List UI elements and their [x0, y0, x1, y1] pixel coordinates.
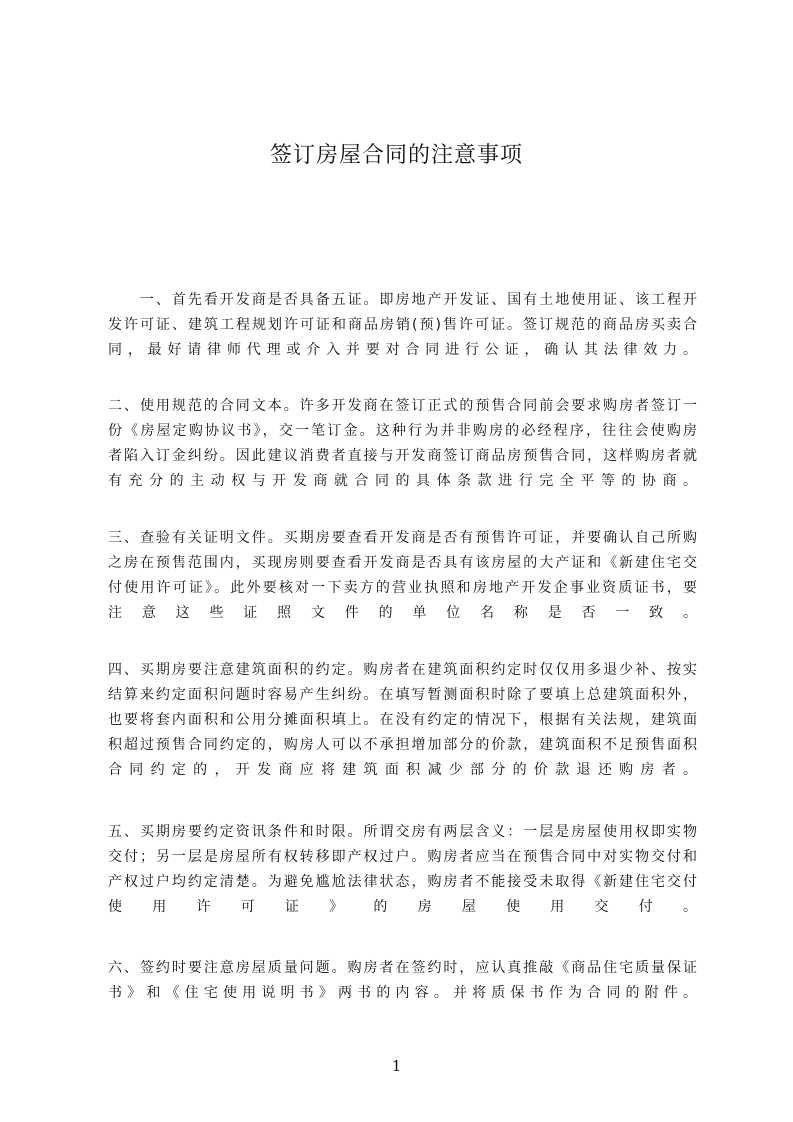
page-number: 1 — [391, 1057, 402, 1075]
paragraph-6 — [108, 956, 697, 1006]
paragraph-line: 一、首先看开发商是否具备五证。即房地产开发证、国有土地使用证、该工程开 — [108, 292, 697, 308]
paragraph-line: 五、买期房要约定资讯条件和时限。所谓交房有两层含义：一层是房屋使用权即实物 — [108, 824, 697, 840]
paragraph-line: 注意这些证照文件的单位名称是否一致。 — [108, 605, 697, 621]
paragraph-line: 合同约定的，开发商应将建筑面积减少部分的价款退还购房者。 — [108, 762, 697, 778]
paragraph-1 — [108, 288, 697, 363]
paragraph-4 — [108, 658, 697, 783]
paragraph-line: 三、查验有关证明文件。买期房要查看开发商是否有预售许可证，并要确认自己所购 — [108, 530, 697, 546]
paragraph-line: 同，最好请律师代理或介入并要对合同进行公证，确认其法律效力。 — [108, 342, 697, 358]
paragraph-line: 有充分的主动权与开发商就合同的具体条款进行完全平等的协商。 — [108, 473, 697, 489]
paragraph-2 — [108, 394, 697, 494]
paragraph-3 — [108, 526, 697, 626]
paragraph-line: 四、买期房要注意建筑面积的约定。购房者在建筑面积约定时仅仅用多退少补、按实 — [108, 662, 697, 678]
paragraph-line: 使用许可证》的房屋使用交付。 — [108, 899, 697, 915]
paragraph-5 — [108, 820, 697, 920]
paragraph-line: 付使用许可证》。此外要核对一下卖方的营业执照和房地产开发企事业资质证书，要 — [108, 580, 697, 596]
paragraph-line: 二、使用规范的合同文本。许多开发商在签订正式的预售合同前会要求购房者签订一 — [108, 398, 697, 414]
paragraph-line: 积超过预售合同约定的，购房人可以不承担增加部分的价款，建筑面积不足预售面积 — [108, 737, 697, 753]
paragraph-line: 交付；另一层是房屋所有权转移即产权过户。购房者应当在预售合同中对实物交付和 — [108, 849, 697, 865]
paragraph-line: 者陷入订金纠纷。因此建议消费者直接与开发商签订商品房预售合同，这样购房者就 — [108, 448, 697, 464]
paragraph-line: 产权过户均约定清楚。为避免尴尬法律状态，购房者不能接受未取得《新建住宅交付 — [108, 874, 697, 890]
document-title: 签订房屋合同的注意事项 — [269, 143, 523, 168]
paragraph-line: 发许可证、建筑工程规划许可证和商品房销(预)售许可证。签订规范的商品房买卖合 — [108, 317, 697, 333]
paragraph-line: 之房在预售范围内，买现房则要查看开发商是否具有该房屋的大产证和《新建住宅交 — [108, 555, 697, 571]
paragraph-line: 六、签约时要注意房屋质量问题。购房者在签约时，应认真推敲《商品住宅质量保证 — [108, 960, 697, 976]
paragraph-line: 结算来约定面积问题时容易产生纠纷。在填写暂测面积时除了要填上总建筑面积外， — [108, 687, 697, 703]
paragraph-line: 也要将套内面积和公用分摊面积填上。在没有约定的情况下，根据有关法规，建筑面 — [108, 712, 697, 728]
paragraph-line: 份《房屋定购协议书》，交一笔订金。这种行为并非购房的必经程序，往往会使购房 — [108, 423, 697, 439]
paragraph-line: 书》和《住宅使用说明书》两书的内容。并将质保书作为合同的附件。 — [108, 985, 697, 1001]
